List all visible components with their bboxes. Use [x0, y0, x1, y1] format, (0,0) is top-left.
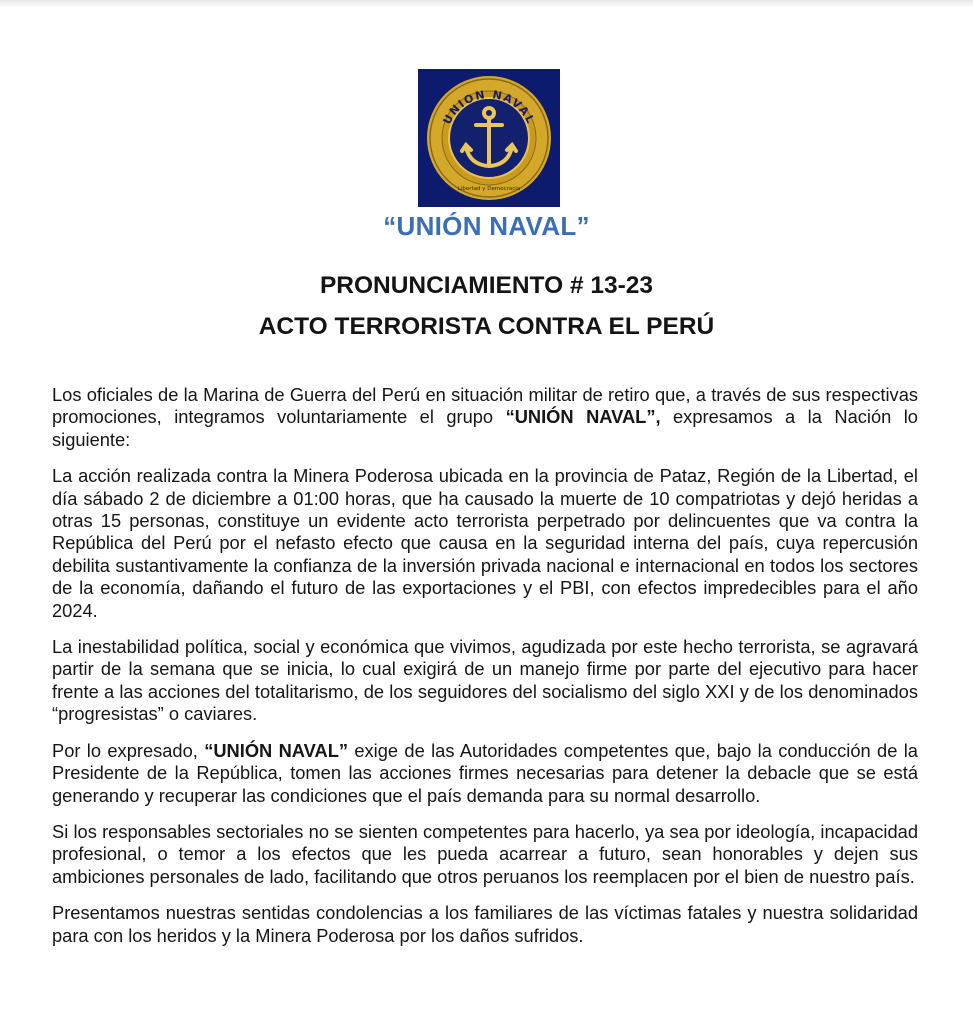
bold-org-name: “UNIÓN NAVAL”, — [505, 406, 661, 428]
paragraph-attack: La acción realizada contra la Minera Poderosa ubicada en la provincia de Pataz, Región de la Libertad, el día sábado 2 de diciembre a 01:00 horas, que ha causado la muerte de 10 compatriotas y dejó heridas a otras 15 personas, constituye un evidente acto terrorista perpetrado por delincuentes que va contra la República del Perú por el nefasto efecto que causa en la seguridad interna del país, cuya repercusión debilita sustantivamente la confianza de la inversión privada nacional e internacional en todos los sectores de la economía, dañando el futuro de las exportaciones y el PBI, con efectos impredecibles para el año 2024. — [52, 465, 918, 621]
bold-org-name: “UNIÓN NAVAL” — [204, 739, 348, 761]
paragraph-responsibility: Si los responsables sectoriales no se sienten competentes para hacerlo, ya sea por ideología, incapacidad profesional, o temor a los efectos que les pueda acarrear a futuro, sean honorables y dejen sus ambiciones personales de lado, facilitando que otros peruanos los reemplacen por el bien de nuestro país. — [52, 820, 918, 887]
svg-text:Libertad y Democracia: Libertad y Democracia — [457, 186, 521, 192]
paragraph-intro: Los oficiales de la Marina de Guerra del Perú en situación militar de retiro que, a través de sus respectivas promociones, integramos voluntariamente el grupo “UNIÓN NAVAL”, expresamos a la Nación lo siguiente: — [52, 384, 918, 450]
paragraph-instability: La inestabilidad política, social y económica que vivimos, agudizada por este hecho terrorista, se agravará partir de la semana que se inicia, lo cual exigirá de un manejo firme por parte del ejecutivo para hacer frente a las acciones del totalitarismo, de los seguidores del socialismo del siglo XXI y de los denominados “progresistas” o caviares. — [52, 636, 918, 725]
paragraph-condolences: Presentamos nuestras sentidas condolencias a los familiares de las víctimas fatales y nuestra solidaridad para con los heridos y la Minera Poderosa por los daños sufridos. — [52, 902, 918, 946]
anchor-icon — [418, 69, 560, 207]
document-title: PRONUNCIAMIENTO # 13-23 — [319, 272, 654, 299]
document-subtitle: ACTO TERRORISTA CONTRA EL PERÚ — [258, 313, 715, 340]
paragraph-demand: Por lo expresado, “UNIÓN NAVAL” exige de las Autoridades competentes que, bajo la conducción de la Presidente de la República, tomen las acciones firmes necesarias para detener la debacle que se está generando y recuperar las condiciones que el país demanda para su normal desarrollo. — [52, 739, 918, 806]
organization-name: “UNIÓN NAVAL” — [383, 211, 590, 241]
union-naval-logo — [418, 69, 560, 207]
document-body — [52, 384, 918, 961]
top-edge-shadow — [0, 0, 973, 8]
svg-text:UNION NAVAL: UNION NAVAL — [440, 88, 538, 127]
